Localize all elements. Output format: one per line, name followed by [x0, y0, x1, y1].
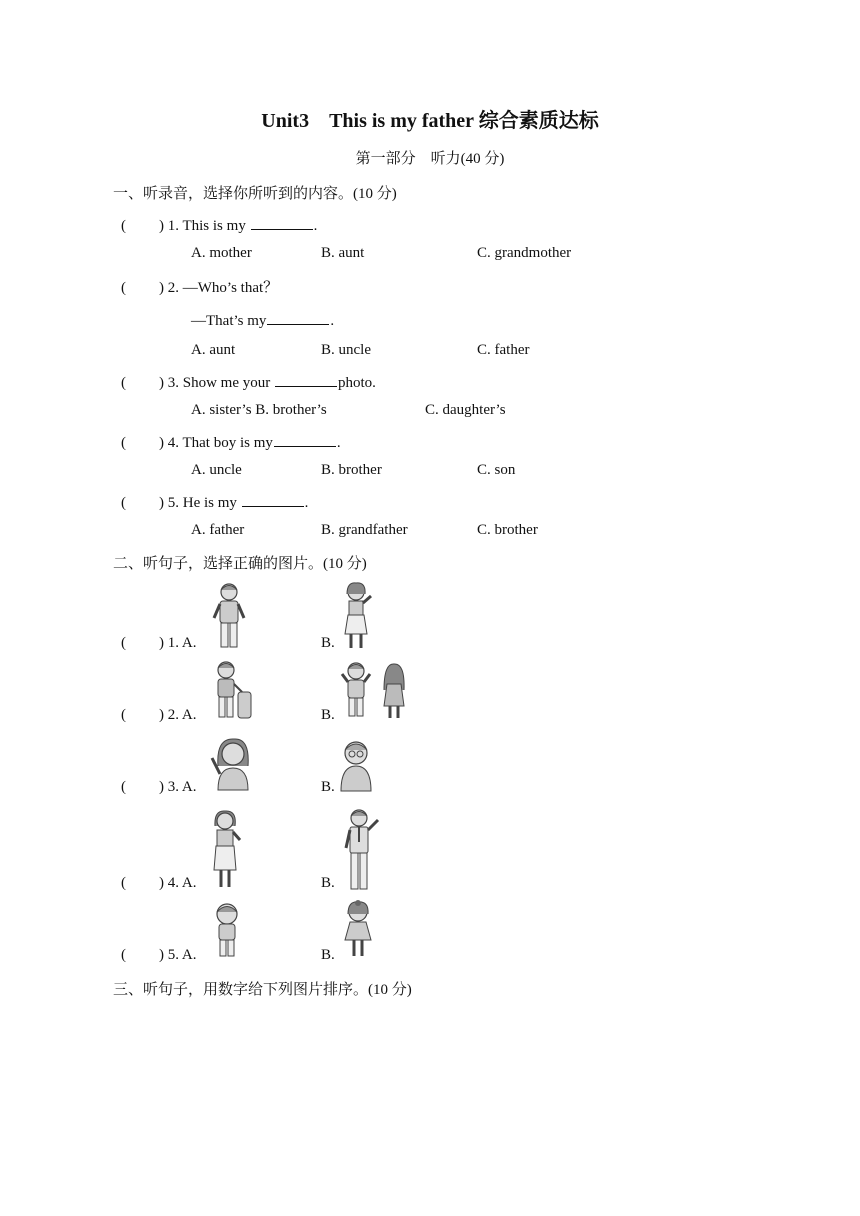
question-5: ( ) 5. He is my . — [121, 492, 308, 512]
boy-with-suitcase-icon[interactable] — [208, 660, 256, 722]
option-b: B. uncle — [321, 342, 371, 358]
option-a: A. aunt — [191, 342, 236, 358]
option-b: B. brother — [321, 462, 382, 478]
picture-question-2: ( ) 2. A. — [121, 707, 197, 723]
option-a: A. mother — [191, 245, 252, 261]
option-a: A. uncle — [191, 462, 242, 478]
girl-figure-icon[interactable] — [340, 582, 376, 652]
woman-standing-icon[interactable] — [208, 810, 244, 890]
woman-waving-icon[interactable] — [208, 736, 254, 792]
answer-blank[interactable] — [251, 215, 313, 230]
section1-heading: 一、听录音，选择你所听到的内容。(10 分) — [113, 186, 397, 202]
picture-question-1: ( ) 1. A. — [121, 635, 197, 651]
boy-figure-icon[interactable] — [208, 582, 250, 652]
picture-question-4: ( ) 4. A. — [121, 875, 197, 891]
question-2: ( ) 2. —Who’s that？ — [121, 280, 279, 296]
old-man-icon[interactable] — [336, 736, 376, 792]
section3-heading: 三、听句子，用数字给下列图片排序。(10 分) — [113, 982, 412, 998]
picture-option-b-label: B. — [321, 947, 335, 963]
question-3: ( ) 3. Show me your photo. — [121, 372, 376, 392]
little-girl-icon[interactable] — [340, 900, 376, 960]
option-a: A. father — [191, 522, 245, 538]
question-1: ( ) 1. This is my . — [121, 215, 317, 235]
question-4: ( ) 4. That boy is my . — [121, 432, 341, 452]
option-c: C. daughter’s — [425, 402, 506, 418]
picture-question-5: ( ) 5. A. — [121, 947, 197, 963]
option-b: B. grandfather — [321, 522, 408, 538]
picture-option-b-label: B. — [321, 635, 335, 651]
boy-and-girl-icon[interactable] — [340, 660, 410, 722]
answer-blank[interactable] — [275, 372, 337, 387]
answer-blank[interactable] — [267, 310, 329, 325]
option-c: C. son — [477, 462, 516, 478]
option-c: C. father — [477, 342, 530, 358]
option-c: C. brother — [477, 522, 538, 538]
part-subtitle: 第一部分 听力(40 分) — [355, 151, 505, 167]
option-b: B. aunt — [321, 245, 365, 261]
picture-option-b-label: B. — [321, 875, 335, 891]
picture-option-b-label: B. — [321, 707, 335, 723]
option-a-b: A. sister’s B. brother’s — [191, 402, 327, 418]
man-standing-icon[interactable] — [340, 808, 382, 892]
option-c: C. grandmother — [477, 245, 572, 261]
page-title: Unit3 This is my father 综合素质达标 — [261, 110, 599, 132]
answer-blank[interactable] — [242, 492, 304, 507]
picture-question-3: ( ) 3. A. — [121, 779, 197, 795]
question-2-line2: —That’s my . — [191, 310, 334, 330]
picture-option-b-label: B. — [321, 779, 335, 795]
answer-blank[interactable] — [274, 432, 336, 447]
little-boy-icon[interactable] — [210, 902, 244, 960]
section2-heading: 二、听句子，选择正确的图片。(10 分) — [113, 556, 367, 572]
